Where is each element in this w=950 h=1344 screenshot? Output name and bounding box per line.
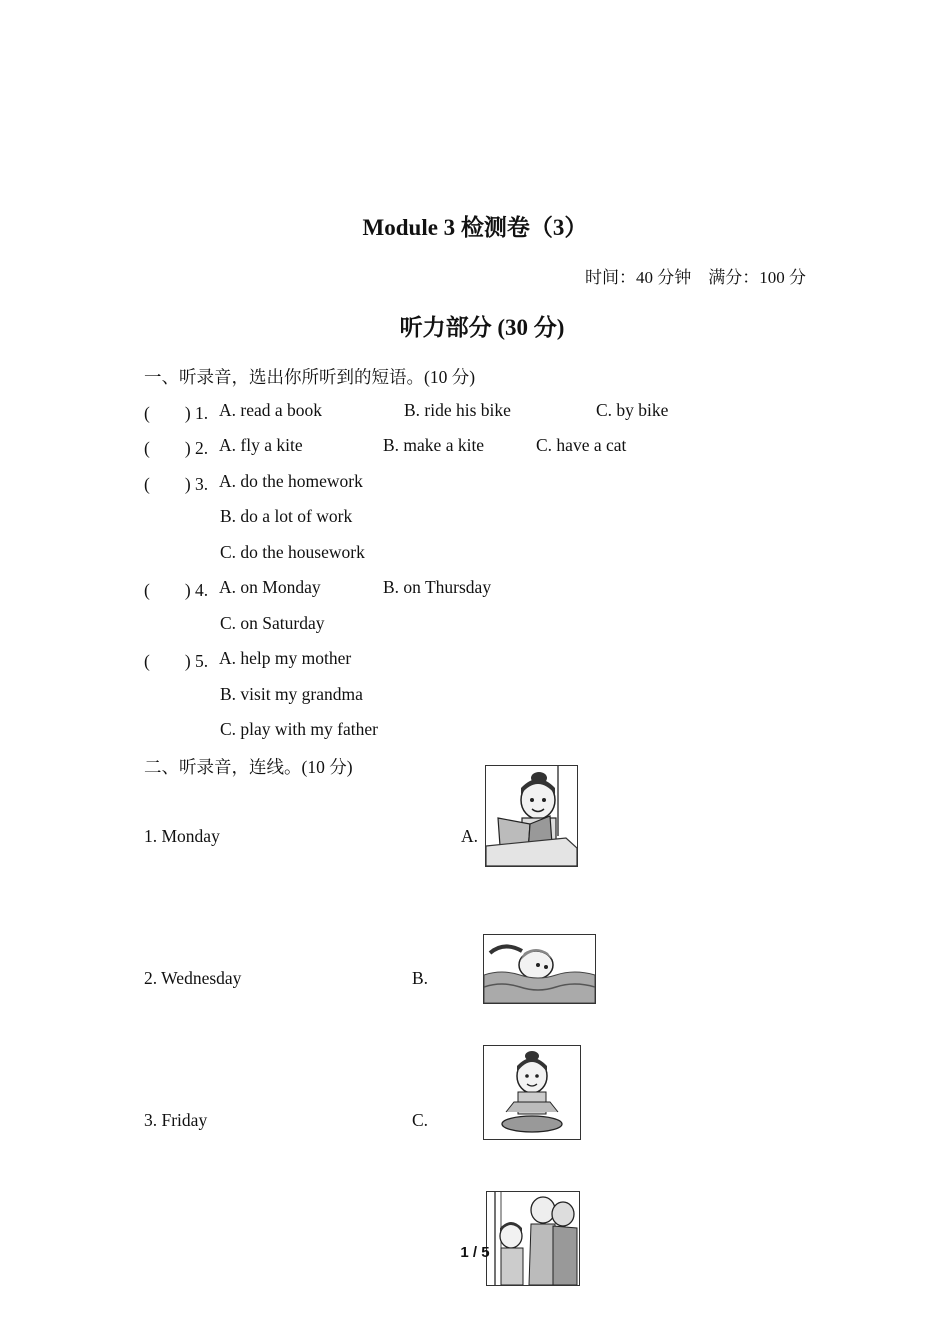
boy-swimming-icon[interactable] xyxy=(483,934,596,1004)
answer-blank[interactable]: ( ) 3. xyxy=(144,474,209,494)
day-friday[interactable]: 3. Friday xyxy=(144,1110,208,1130)
label-c[interactable]: C. xyxy=(412,1110,429,1130)
exam-time-score: 时间：40 分钟 满分：100 分 xyxy=(585,268,806,287)
answer-blank[interactable]: ( ) 4. xyxy=(144,580,209,600)
section-title: 听力部分 (30 分) xyxy=(399,315,565,340)
page-number: 1 / 5 xyxy=(460,1244,490,1261)
option-c: C. by bike xyxy=(596,400,669,420)
part2-heading: 二、听录音，连线。(10 分) xyxy=(144,757,353,777)
part1-heading: 一、听录音，选出你所听到的短语。(10 分) xyxy=(144,367,476,387)
option-a: A. on Monday xyxy=(219,577,321,597)
girl-washing-icon[interactable] xyxy=(483,1045,581,1140)
option-b: B. ride his bike xyxy=(404,400,511,420)
girl-reading-icon[interactable] xyxy=(485,765,578,867)
option-c: C. do the housework xyxy=(220,542,365,562)
label-b[interactable]: B. xyxy=(412,968,429,988)
option-a: A. help my mother xyxy=(219,648,352,668)
option-a: A. read a book xyxy=(219,400,323,420)
option-b: B. do a lot of work xyxy=(220,506,353,526)
label-a[interactable]: A. xyxy=(461,826,479,846)
answer-blank[interactable]: ( ) 5. xyxy=(144,651,209,671)
option-a: A. fly a kite xyxy=(219,435,303,455)
page-title: Module 3 检测卷（3） xyxy=(362,215,588,240)
option-b: B. make a kite xyxy=(383,435,485,455)
day-monday[interactable]: 1. Monday xyxy=(144,826,220,846)
answer-blank[interactable]: ( ) 1. xyxy=(144,403,209,423)
day-wednesday[interactable]: 2. Wednesday xyxy=(144,968,242,988)
option-c: C. play with my father xyxy=(220,719,378,739)
option-c: C. have a cat xyxy=(536,435,627,455)
option-b: B. visit my grandma xyxy=(220,684,363,704)
answer-blank[interactable]: ( ) 2. xyxy=(144,438,209,458)
option-c: C. on Saturday xyxy=(220,613,325,633)
girl-with-grandparents-icon[interactable] xyxy=(486,1191,580,1286)
option-b: B. on Thursday xyxy=(383,577,492,597)
option-a: A. do the homework xyxy=(219,471,363,491)
